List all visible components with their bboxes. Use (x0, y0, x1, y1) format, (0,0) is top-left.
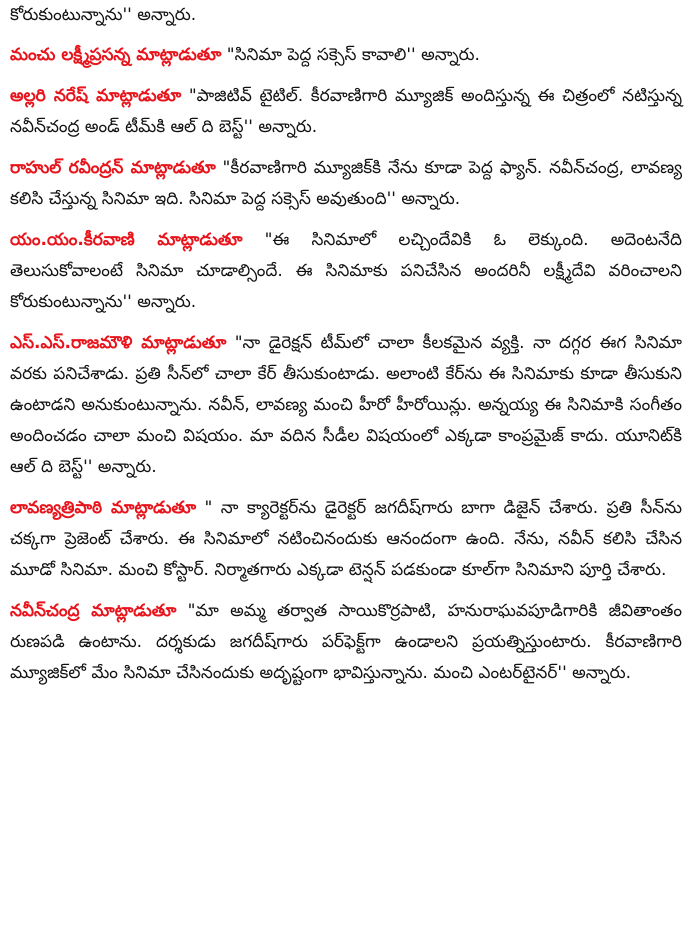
intro-tail-text: కోరుకుంటున్నాను'' అన్నారు. (10, 5, 197, 25)
quote-paragraph-allari-naresh (10, 81, 682, 143)
quote-paragraph-keeravani (10, 225, 682, 318)
quote-text: "మా అమ్మ తర్వాత సాయికొర్రపాటి, హనురాఘవపూడిగారికి జీవితాంతం రుణపడి ఉంటాను. దర్శకుడు జగదీష్‌గారు పర్‌ఫెక్ట్‌గా ఉండాలని ప్రయత్నిస్తుంటారు. కీరవాణిగారి మ్యూజిక్‌లో మేం సినిమా చేసినందుకు అదృష్టంగా భావిస్తున్నాను. మంచి ఎంటర్‌టైనర్'' అన్నారు. (10, 601, 683, 683)
quote-text: "నా డైరెక్షన్ టీమ్‌లో చాలా కీలకమైన వ్యక్తి. నా దగ్గర ఈగ సినిమా వరకు పనిచేశాడు. ప్రతి సీన్‌లో చాలా కేర్ తీసుకుంటాడు. అలాంటి కేర్‌ను ఈ సినిమాకు కూడా తీసుకుని ఉంటాడని అనుకుంటున్నాను. నవీన్, లావణ్య మంచి హీరో హీరోయిన్లు. అన్నయ్య ఈ సినిమాకి సంగీతం అందించడం చాలా మంచి విషయం. మా వదిన సీడీల విషయంలో ఎక్కడా కాంప్రమైజ్ కాదు. యూనిట్‌కి ఆల్ ది బెస్ట్'' అన్నారు. (10, 333, 682, 477)
article-body (10, 0, 682, 699)
speaker-name: రాహుల్ రవీంద్రన్ మాట్లాడుతూ (10, 158, 216, 178)
quote-paragraph-rajamouli (10, 328, 682, 483)
speaker-name: నవీన్‌చంద్ర మాట్లాడుతూ (10, 601, 177, 621)
quote-paragraph-naveen-chandra (10, 596, 682, 689)
quote-text: "సినిమా పెద్ద సక్సెస్ కావాలి'' అన్నారు. (221, 45, 480, 65)
quote-paragraph-rahul-ravindran (10, 153, 682, 215)
quote-text: "ఈ సినిమాలో లచ్చిందేవికి ఓ లెక్కుంది. అదెంటనేది తెలుసుకోవాలంటే సినిమా చూడాల్సిందే. ఈ సినిమాకు పనిచేసిన అందరినీ లక్ష్మీదేవి వరించాలని కోరుకుంటున్నాను'' అన్నారు. (10, 230, 682, 312)
speaker-name: అల్లరి నరేష్ మాట్లాడుతూ (10, 86, 182, 106)
quote-text: " నా క్యారెక్టర్‌ను డైరెక్టర్ జగదీష్‌గారు బాగా డిజైన్ చేశారు. ప్రతి సీన్‌ను చక్కగా ప్రెజెంట్ చేశారు. ఈ సినిమాలో నటించినందుకు ఆనందంగా ఉంది. నేను, నవీన్ కలిసి చేసిన మూడో సినిమా. మంచి కోస్టార్. నిర్మాతగారు ఎక్కడా టెన్షన్ పడకుండా కూల్‌గా సినిమాని పూర్తి చేశారు. (10, 498, 682, 580)
speaker-name: ఎస్.ఎస్.రాజమౌళి మాట్లాడుతూ (10, 333, 227, 353)
quote-paragraph-lavanya-tripathi (10, 493, 682, 586)
quote-text: "పాజిటివ్ టైటిల్. కీరవాణిగారి మ్యూజిక్ అందిస్తున్న ఈ చిత్రంలో నటిస్తున్న నవీన్‌చంద్ర అండ్ టీమ్‌కి ఆల్ ది బెస్ట్'' అన్నారు. (10, 86, 682, 137)
quote-paragraph-manchu-lakshmi (10, 40, 682, 71)
speaker-name: లావణ్యత్రిపాఠి మాట్లాడుతూ (10, 498, 197, 518)
intro-tail-paragraph (10, 0, 682, 31)
quote-text: "కీరవాణిగారి మ్యూజిక్‌కి నేను కూడా పెద్ద ఫ్యాన్. నవీన్‌చంద్ర, లావణ్య కలిసి చేస్తున్న సినిమా ఇది. సినిమా పెద్ద సక్సెస్ అవుతుంది'' అన్నారు. (10, 158, 682, 209)
speaker-name: మంచు లక్ష్మీప్రసన్న మాట్లాడుతూ (10, 45, 222, 65)
speaker-name: యం.యం.కీరవాణి మాట్లాడుతూ (10, 230, 243, 250)
